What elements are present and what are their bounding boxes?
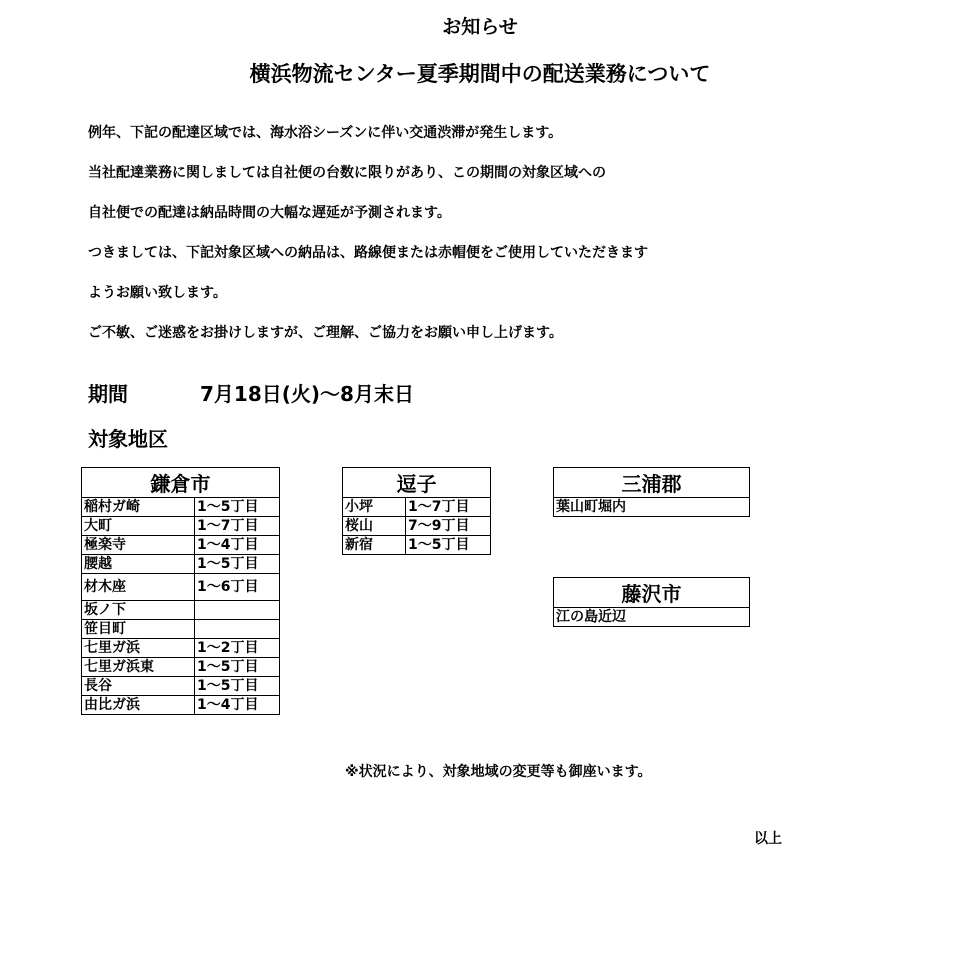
fujisawa-header: 藤沢市 — [554, 578, 750, 608]
table-row — [82, 574, 280, 601]
body-line: 自社便での配達は納品時間の大幅な遅延が予測されます。 — [88, 205, 451, 221]
body-line: ご不敏、ご迷惑をお掛けしますが、ご理解、ご協力をお願い申し上げます。 — [88, 325, 563, 341]
area-name: 小坪 — [343, 498, 406, 517]
miura-table — [553, 467, 750, 517]
notice-heading: お知らせ — [442, 16, 518, 38]
table-row — [82, 601, 280, 620]
table-row — [554, 498, 750, 517]
area-range: 1～5丁目 — [195, 677, 280, 696]
table-row — [343, 517, 491, 536]
area-name: 稲村ガ崎 — [82, 498, 195, 517]
area-name: 江の島近辺 — [554, 608, 750, 627]
area-range — [195, 601, 280, 620]
area-range: 1～4丁目 — [195, 536, 280, 555]
area-name: 坂ノ下 — [82, 601, 195, 620]
table-row — [343, 498, 491, 517]
area-range: 1～5丁目 — [406, 536, 491, 555]
zushi-table — [342, 467, 491, 555]
area-range: 1～7丁目 — [195, 517, 280, 536]
table-row — [82, 498, 280, 517]
area-name: 七里ガ浜東 — [82, 658, 195, 677]
area-range: 1～6丁目 — [195, 574, 280, 601]
area-name: 由比ガ浜 — [82, 696, 195, 715]
area-name: 大町 — [82, 517, 195, 536]
kamakura-table — [81, 467, 280, 715]
area-name: 新宿 — [343, 536, 406, 555]
footnote: ※状況により、対象地域の変更等も御座います。 — [345, 764, 652, 780]
area-name: 長谷 — [82, 677, 195, 696]
area-name: 葉山町堀内 — [554, 498, 750, 517]
period-label: 期間 — [88, 382, 128, 406]
area-range: 1～4丁目 — [195, 696, 280, 715]
area-name: 腰越 — [82, 555, 195, 574]
area-range: 1～5丁目 — [195, 555, 280, 574]
table-row — [82, 639, 280, 658]
area-range: 1～5丁目 — [195, 498, 280, 517]
area-range: 1～5丁目 — [195, 658, 280, 677]
miura-header: 三浦郡 — [554, 468, 750, 498]
body-line: つきましては、下記対象区域への納品は、路線便または赤帽便をご使用していただきます — [88, 245, 648, 261]
closing-mark: 以上 — [754, 831, 782, 847]
area-name: 笹目町 — [82, 620, 195, 639]
table-row — [82, 536, 280, 555]
fujisawa-table — [553, 577, 750, 627]
table-row — [82, 555, 280, 574]
document-title: 横浜物流センター夏季期間中の配送業務について — [249, 62, 711, 86]
body-line: ようお願い致します。 — [88, 285, 227, 301]
table-row — [82, 620, 280, 639]
area-name: 七里ガ浜 — [82, 639, 195, 658]
table-row — [82, 658, 280, 677]
body-line: 例年、下記の配達区域では、海水浴シーズンに伴い交通渋滞が発生します。 — [88, 125, 563, 141]
area-range: 7～9丁目 — [406, 517, 491, 536]
area-name: 極楽寺 — [82, 536, 195, 555]
period-value: 7月18日(火)～8月末日 — [200, 382, 414, 406]
body-line: 当社配達業務に関しましては自社便の台数に限りがあり、この期間の対象区域への — [88, 165, 606, 181]
area-range: 1～7丁目 — [406, 498, 491, 517]
zushi-header: 逗子 — [343, 468, 491, 498]
table-row — [82, 677, 280, 696]
area-name: 桜山 — [343, 517, 406, 536]
table-row — [82, 696, 280, 715]
area-range — [195, 620, 280, 639]
kamakura-header: 鎌倉市 — [82, 468, 280, 498]
table-row — [343, 536, 491, 555]
table-row — [554, 608, 750, 627]
area-range: 1～2丁目 — [195, 639, 280, 658]
table-row — [82, 517, 280, 536]
body-text — [88, 113, 648, 353]
area-name: 材木座 — [82, 574, 195, 601]
target-area-label: 対象地区 — [88, 427, 168, 451]
